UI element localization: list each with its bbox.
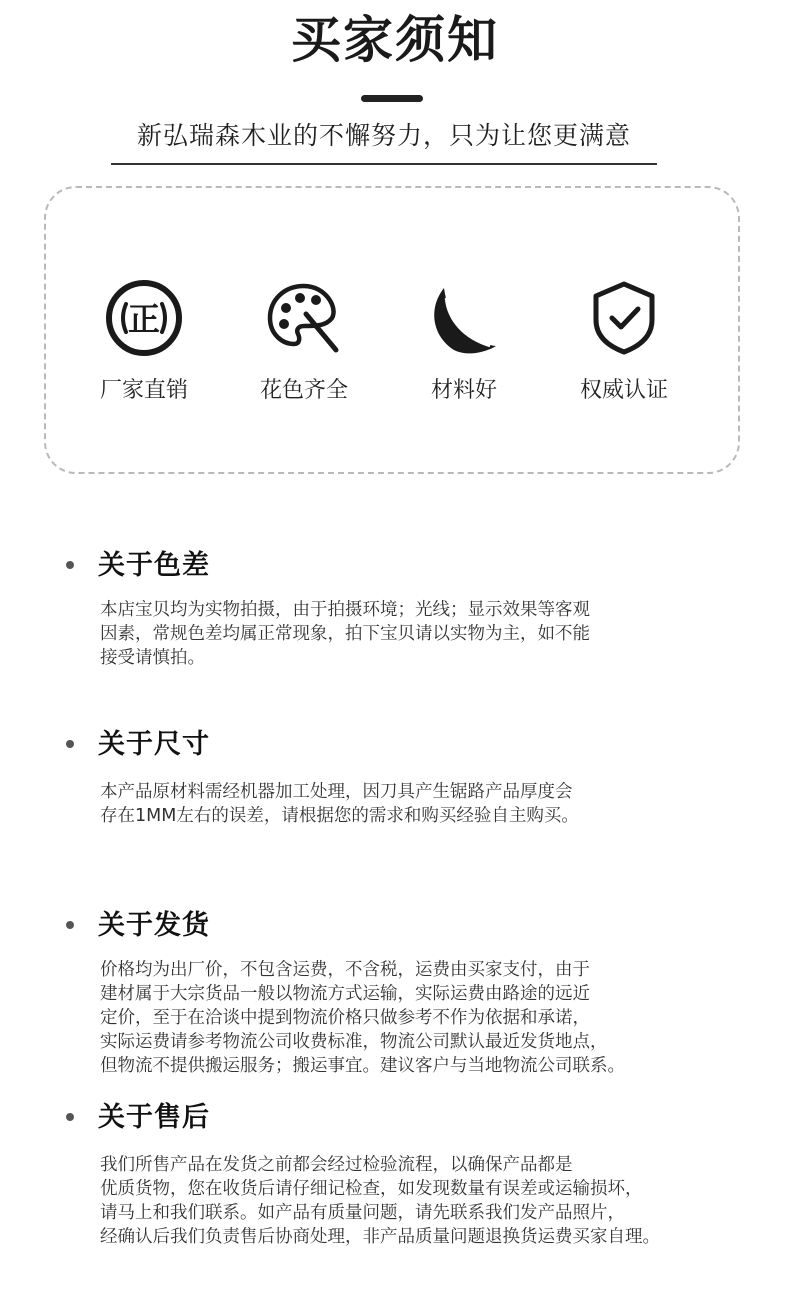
title-underline-bar	[361, 95, 423, 102]
leaf-icon	[424, 278, 504, 358]
section-body: 我们所售产品在发货之前都会经过检验流程，以确保产品都是 优质货物，您在收货后请仔细记检查，如发现数量有误差或运输损坏， 请马上和我们联系。如产品有质量问题，请先联系我们发产品照片， 经确认后我们负责售后协商处理，非产品质量问题退换货运费买家自理。	[100, 1155, 660, 1247]
features-panel	[44, 186, 740, 474]
feature-factory-direct	[74, 278, 214, 406]
section-title: 关于尺寸	[98, 729, 210, 760]
zheng-glyph: 正	[127, 300, 161, 338]
feature-label: 权威认证	[579, 378, 668, 403]
section-body: 本产品原材料需经机器加工处理，因刀具产生锯路产品厚度会 存在1MM左右的误差，请根据您的需求和购买经验自主购买。	[100, 782, 579, 826]
bullet-dot	[66, 740, 74, 748]
bullet-dot	[66, 561, 74, 569]
section-title: 关于色差	[98, 550, 210, 581]
feature-certified	[554, 278, 694, 406]
page-title: 买家须知	[291, 11, 499, 69]
bullet-dot	[66, 921, 74, 929]
shield-check-icon	[584, 278, 664, 358]
section-title: 关于发货	[98, 910, 210, 941]
subtitle-divider	[111, 163, 657, 165]
feature-full-colors	[234, 278, 374, 406]
feature-label: 厂家直销	[99, 378, 188, 403]
feature-label: 花色齐全	[259, 378, 348, 403]
feature-good-material	[394, 278, 534, 406]
palette-icon	[264, 278, 344, 358]
bullet-dot	[66, 1113, 74, 1121]
zheng-badge-icon	[104, 278, 184, 358]
page-subtitle: 新弘瑞森木业的不懈努力，只为让您更满意	[136, 121, 631, 150]
feature-label: 材料好	[430, 378, 497, 403]
section-title: 关于售后	[98, 1102, 210, 1133]
section-body: 本店宝贝均为实物拍摄，由于拍摄环境；光线；显示效果等客观 因素，常规色差均属正常现象，拍下宝贝请以实物为主，如不能 接受请慎拍。	[100, 600, 590, 668]
section-body: 价格均为出厂价，不包含运费，不含税，运费由买家支付，由于 建材属于大宗货品一般以物流方式运输，实际运费由路途的远近 定价，至于在洽谈中提到物流价格只做参考不作为依据和承诺， 实际运费请参考物流公司收费标准，物流公司默认最近发货地点， 但物流不提供搬运服务；搬运事宜。建议客户与当地物流公司联系。	[100, 960, 625, 1076]
